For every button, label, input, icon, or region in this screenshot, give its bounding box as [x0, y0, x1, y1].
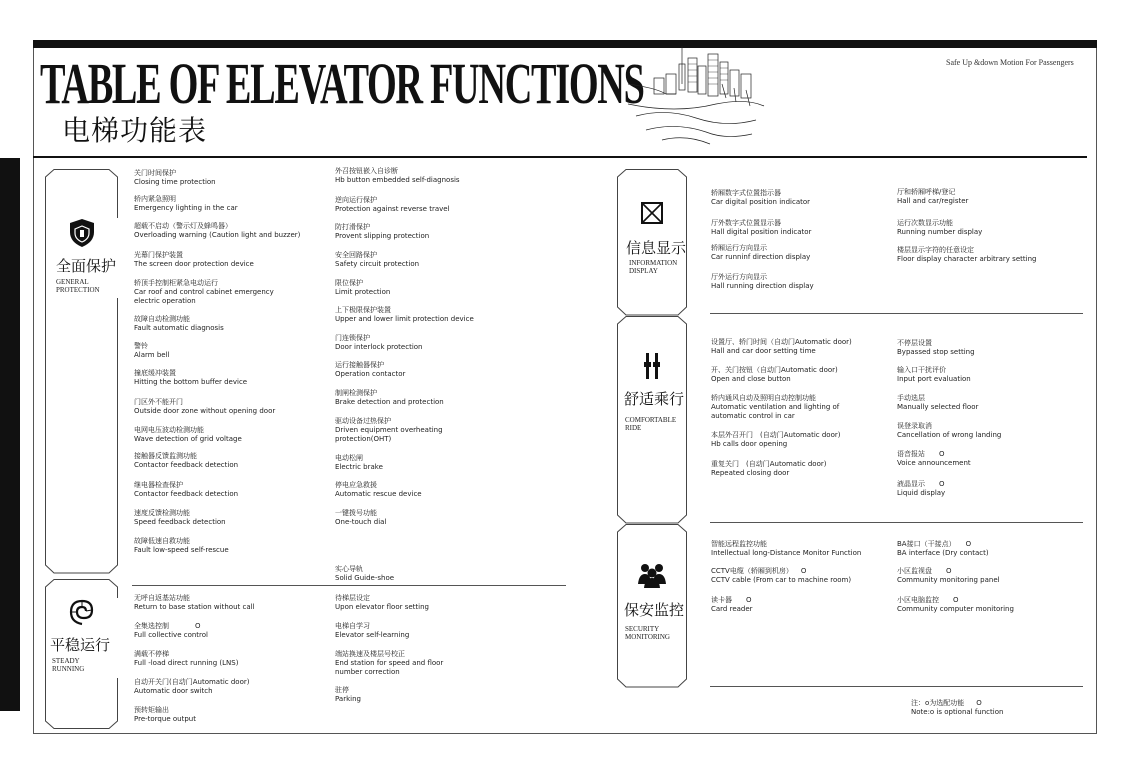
section-comfortable-ride [620, 352, 684, 432]
list-item: 继电器检查保护 Contactor feedback detection [134, 481, 239, 498]
nautilus-shell-icon [69, 598, 95, 626]
list-item: 运行接触器保护 Operation contactor [335, 361, 406, 378]
list-item: 关门时间保护 Closing time protection [134, 169, 216, 186]
section-title-en: GENERAL PROTECTION [56, 278, 100, 294]
section-title-cn: 保安监控 [624, 601, 685, 619]
section-divider [710, 313, 1083, 314]
section-title-cn: 舒适乘行 [624, 390, 685, 408]
list-item: 故障低速自救功能 Fault low-speed self-rescue [134, 537, 229, 554]
list-item: 语音报站 O Voice announcement [897, 450, 971, 467]
list-item: 停电应急救援 Automatic rescue device [335, 481, 422, 498]
list-item: 安全回路保护 Safety circuit protection [335, 251, 420, 268]
list-item: 厅外数字式位置显示器 Hall digital position indicator [711, 219, 812, 236]
list-item: 制闸检测保护 Brake detection and protection [335, 389, 444, 406]
list-item: 轿内紧急照明 Emergency lighting in the car [134, 195, 238, 212]
list-item: 端站换速及楼层号校正 End station for speed and floor number correction [335, 650, 444, 676]
list-item: 小区监视盘 O Community monitoring panel [897, 567, 1000, 584]
section-title-en: COMFORTABLE RIDE [625, 416, 677, 432]
list-item: 液晶显示 O Liquid display [897, 480, 946, 497]
section-divider [710, 686, 1083, 687]
top-bar [33, 40, 1097, 48]
list-item: 撞底缓冲装置 Hitting the bottom buffer device [134, 369, 248, 386]
list-item: 全集选控制 O Full collective control [134, 622, 208, 639]
section-title-en: SECURITY MONITORING [625, 625, 670, 641]
section-title-en: INFORMATION DISPLAY [629, 259, 678, 275]
list-item: 小区电脑监控 O Community computer monitoring [897, 596, 1014, 613]
section-title-en: STEADY RUNNING [52, 657, 85, 673]
section-divider [710, 522, 1083, 523]
section-divider [132, 585, 566, 586]
header-rule [33, 156, 1087, 158]
parallel-bars-icon [642, 352, 662, 380]
shield-icon [69, 218, 95, 248]
title-english: TABLE OF ELEVATOR FUNCTIONS [40, 51, 644, 116]
list-item: 本层外召开门 (自动门Automatic door) Hb calls door opening [711, 431, 841, 448]
list-item: 满载不停梯 Full -load direct running (LNS) [134, 650, 239, 667]
section-title-cn: 全面保护 [56, 257, 117, 275]
list-item: 门连锁保护 Door interlock protection [335, 334, 423, 351]
city-skyline-illustration [626, 44, 766, 152]
list-item: 外召按钮嵌入自诊断 Hb button embedded self-diagnosis [335, 167, 460, 184]
left-edge-bar [0, 158, 20, 711]
list-item: 预转矩输出 Pre-torque output [134, 706, 196, 723]
title-chinese: 电梯功能表 [62, 114, 208, 147]
list-item: 轿厢数字式位置指示器 Car digital position indicator [711, 189, 811, 206]
people-group-icon [637, 562, 667, 588]
list-item: 防打滑保护 Provent slipping protection [335, 223, 430, 240]
section-information-display [620, 202, 687, 282]
list-item: 门区外不能开门 Outside door zone without opening door [134, 398, 276, 415]
list-item: 误登录取消 Cancellation of wrong landing [897, 422, 1002, 439]
list-item: 驻停 Parking [335, 686, 361, 703]
section-title-cn: 信息显示 [626, 239, 687, 257]
list-item: 逆向运行保护 Protection against reverse travel [335, 196, 450, 213]
list-item: 速度反馈检测功能 Speed feedback detection [134, 509, 226, 526]
list-item: 电动松闸 Electric brake [335, 454, 383, 471]
list-item: 待梯层设定 Upon elevator floor setting [335, 594, 429, 611]
list-item: 驱动设备过热保护 Driven equipment overheating protection(OHT) [335, 417, 443, 443]
list-item: 光幕门保护装置 The screen door protection device [134, 251, 254, 268]
list-item: 不停层设置 Bypassed stop setting [897, 339, 975, 356]
list-item: 手动选层 Manually selected floor [897, 394, 979, 411]
list-item: 自动开关门(自动门Automatic door) Automatic door switch [134, 678, 250, 695]
list-item: 轿厢运行方向显示 Car runninf direction display [711, 244, 811, 261]
list-item: 重复关门 (自动门Automatic door) Repeated closing door [711, 460, 827, 477]
list-item: 电梯自学习 Elevator self-learning [335, 622, 410, 639]
list-item: 电网电压波动检测功能 Wave detection of grid voltage [134, 426, 242, 443]
list-item: 超载不启动（警示灯及蜂鸣器） Overloading warning (Caution light and buzzer) [134, 222, 301, 239]
list-item: 轿内通风自动及照明自动控制功能 Automatic ventilation and lighting of automatic control in car [711, 394, 840, 420]
section-title-cn: 平稳运行 [50, 636, 111, 654]
list-item: CCTV电缆（轿厢到机房） O CCTV cable (From car to machine room) [711, 567, 852, 584]
list-item: 无呼自返基站功能 Return to base station without call [134, 594, 255, 611]
list-item: 厅和轿厢呼梯/登记 Hall and car/register [897, 188, 969, 205]
list-item: 开、关门按钮（自动门Automatic door) Open and close button [711, 366, 838, 383]
list-item: 楼层显示字符的任意设定 Floor display character arbitrary setting [897, 246, 1037, 263]
envelope-box-icon [641, 202, 663, 224]
list-item: 一键拨号功能 One-touch dial [335, 509, 387, 526]
list-item: 实心导轨 Solid Guide-shoe [335, 565, 395, 582]
section-security-monitoring [620, 562, 684, 642]
footnote: 注：o为选配功能 O Note:o is optional function [911, 699, 1004, 716]
list-item: 上下极限保护装置 Upper and lower limit protection device [335, 306, 474, 323]
list-item: 故障自动检测功能 Fault automatic diagnosis [134, 315, 224, 332]
list-item: 轿顶手控制柜紧急电动运行 Car roof and control cabinet emergency electric operation [134, 279, 274, 305]
list-item: BA接口（干接点） O BA interface (Dry contact) [897, 540, 989, 557]
list-item: 设置厅、轿门时间（自动门Automatic door) Hall and car door setting time [711, 338, 852, 355]
list-item: 运行次数显示功能 Running number display [897, 219, 983, 236]
list-item: 输入口干扰评价 Input port evaluation [897, 366, 971, 383]
list-item: 厅外运行方向显示 Hall running direction display [711, 273, 814, 290]
tagline: Safe Up &down Motion For Passengers [946, 58, 1074, 67]
section-steady-running [46, 598, 118, 678]
list-item: 读卡器 O Card reader [711, 596, 753, 613]
list-item: 限位保护 Limit protection [335, 279, 391, 296]
list-item: 智能远程监控功能 Intellectual long-Distance Monitor Function [711, 540, 862, 557]
list-item: 接触器反馈监测功能 Contactor feedback detection [134, 452, 239, 469]
list-item: 警铃 Alarm bell [134, 342, 170, 359]
section-general-protection [46, 218, 118, 298]
